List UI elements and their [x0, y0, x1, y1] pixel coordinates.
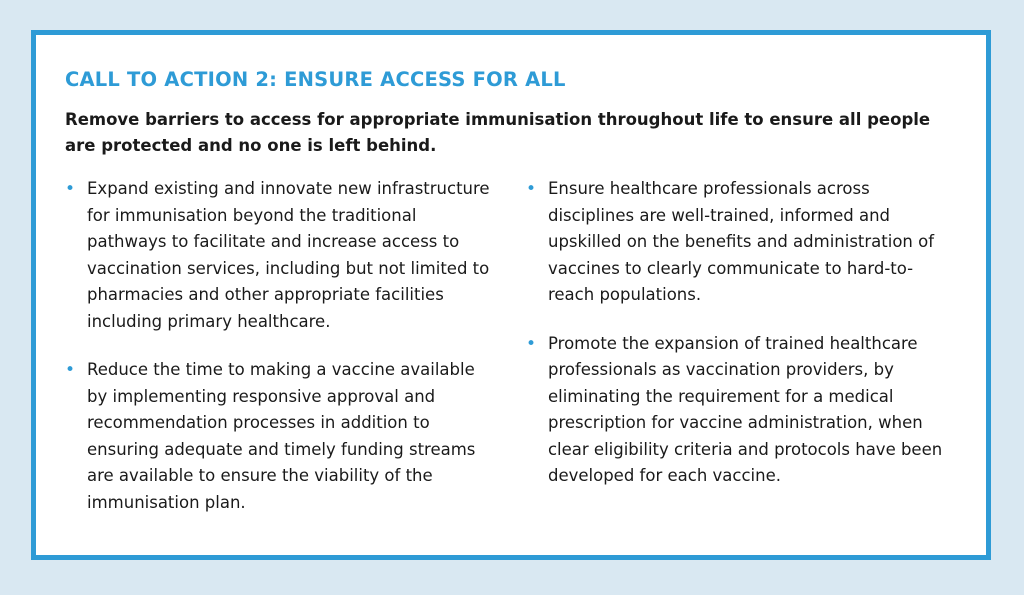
list-item-text: Promote the expansion of trained healthcare professionals as vaccination providers, by eliminating the requirement for a medical prescription for vaccine administration, when clear eligibility criteria and protocols have been developed for each vaccine.: [547, 333, 943, 485]
right-bullet-list: [526, 176, 953, 538]
list-item: [526, 331, 953, 490]
list-item-text: Ensure healthcare professionals across disciplines are well-trained, informed and upskilled on the benefits and administration of vaccines to clearly communicate to hard-to-reach populations.: [547, 179, 935, 304]
bullet-icon: •: [525, 179, 537, 199]
list-item-text: Reduce the time to making a vaccine available by implementing responsive approval and recommendation processes in addition to ensuring adequate and timely funding streams are available to ensure the viability of the immunisation plan.: [87, 360, 476, 512]
bullet-icon: •: [65, 179, 76, 199]
bullet-icon: •: [65, 360, 76, 380]
list-item-text: Expand existing and innovate new infrastructure for immunisation beyond the traditional pathways to facilitate and increase access to vaccination services, including but not limited to pharmacies and other appropriate facilities including primary healthcare.: [87, 179, 490, 331]
bullet-icon: •: [525, 333, 537, 354]
list-item: [526, 176, 953, 309]
list-item: [65, 357, 498, 516]
list-item: [65, 176, 498, 335]
lead-statement: Remove barriers to access for appropriate immunisation throughout life to ensure all people are protected and no one is left behind.: [65, 110, 931, 155]
left-bullet-list: [65, 176, 498, 538]
call-to-action-panel: [31, 30, 991, 560]
section-title: CALL TO ACTION 2: ENSURE ACCESS FOR ALL: [65, 68, 566, 91]
bullet-columns: [65, 176, 953, 538]
